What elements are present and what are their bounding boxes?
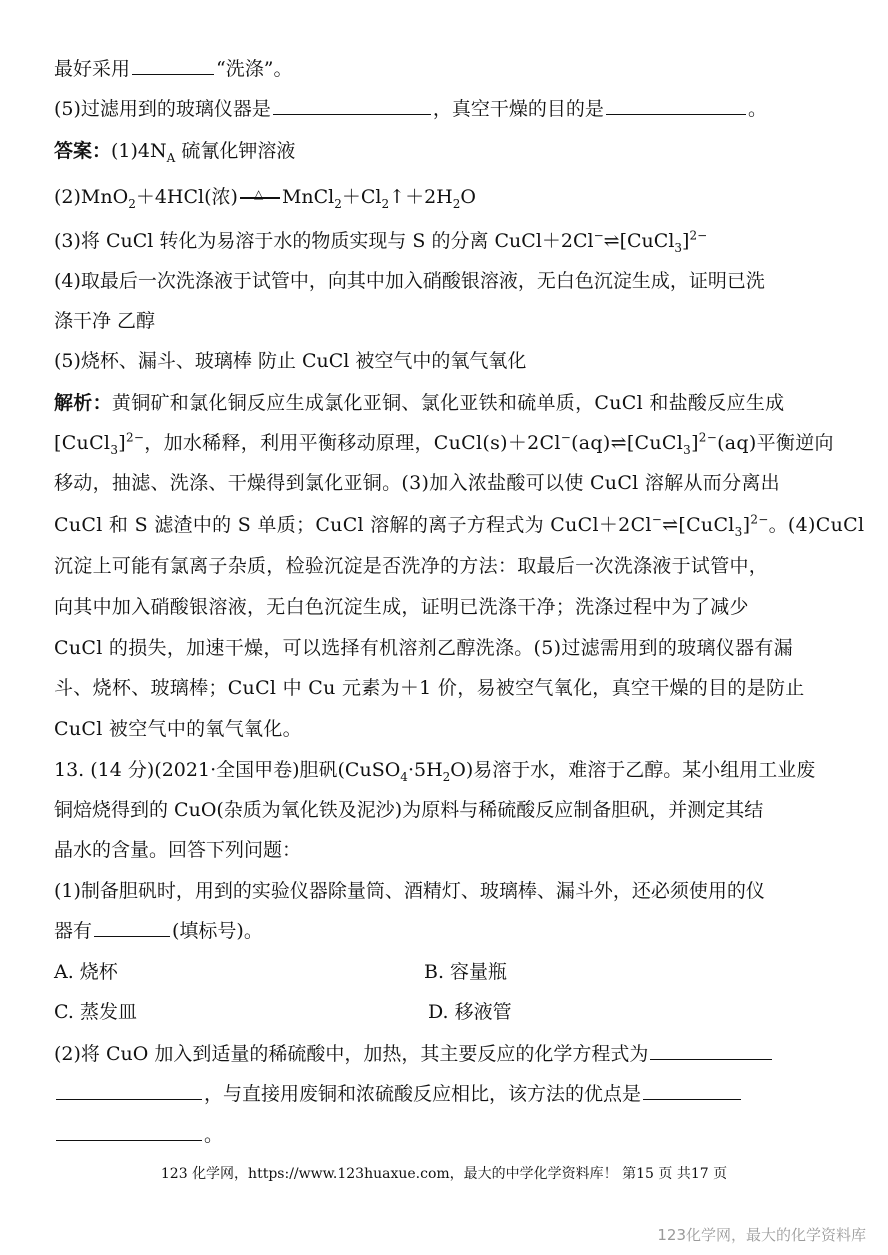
text: 最好采用 [54,58,131,80]
subscript: 3 [734,524,743,539]
text: (aq)⇌[CuCl [571,432,684,454]
text: (2)将 CuO 加入到适量的稀硫酸中，加热，其主要反应的化学方程式为 [54,1043,649,1065]
text: 。 [204,1124,224,1146]
answer-blank [56,1139,202,1141]
superscript: − [560,430,572,445]
text: CuCl 和 S 滤渣中的 S 单质；CuCl 溶解的离子方程式为 CuCl＋2Cl [54,514,652,536]
text: (1)4N [111,140,167,162]
text: ] [118,432,126,454]
answer-blank [132,73,214,75]
text: (aq)平衡逆向 [717,432,834,454]
text-line [54,1122,838,1148]
analysis-line: 沉淀上可能有氯离子杂质，检验沉淀是否洗净的方法：取最后一次洗涤液于试管中， [54,555,769,577]
text: 。 [747,98,767,120]
answer-blank [94,935,170,937]
subscript: A [166,150,176,165]
text: ·5H [407,759,443,781]
text-line: (4)取最后一次洗涤液于试管中，向其中加入硝酸银溶液，无白色沉淀生成，证明已洗 [54,270,765,292]
subscript: 2 [381,196,390,211]
text: (5)过滤用到的玻璃仪器是 [54,98,271,120]
text-line [54,1041,838,1067]
text: ] [682,230,690,252]
text-line: 铜焙烧得到的 CuO(杂质为氧化铁及泥沙)为原料与稀硫酸反应制备胆矾，并测定其结 [54,799,764,821]
answer-blank [56,1098,202,1100]
text: ＋Cl [341,186,382,208]
analysis-line: 移动，抽滤、洗涤、干燥得到氯化亚铜。(3)加入浓盐酸可以使 CuCl 溶解从而分离出 [54,472,780,494]
option-b: B. 容量瓶 [424,961,508,983]
watermark: 123化学网，最大的化学资料库 [657,1226,866,1244]
option-a: A. 烧杯 [54,961,118,983]
analysis-line [54,430,838,456]
subscript: 2 [334,196,342,211]
text: ⇌[CuCl [603,230,675,252]
text-line: 晶水的含量。回答下列问题： [54,839,302,861]
answer-blank [650,1058,772,1060]
superscript: 2− [698,430,718,445]
subscript: 4 [400,769,408,784]
answer-blank [606,113,746,115]
text: ＋4HCl(浓) [135,186,238,208]
text: O [460,186,476,208]
superscript: 2− [689,228,708,243]
analysis-line [54,390,838,416]
superscript: − [593,228,604,243]
question-13-title [54,757,838,783]
superscript: 2− [125,430,145,445]
superscript: 2− [750,512,769,527]
text: ⇌[CuCl [662,514,735,536]
answer-blank [643,1098,741,1100]
text: 器有 [54,920,93,942]
text: 13. (14 分)(2021·全国甲卷)胆矾(CuSO [54,759,401,781]
page-footer: 123 化学网，https://www.123huaxue.com，最大的中学化学资料库！ 第15 页 共17 页 [160,1166,728,1182]
subscript: 2 [128,196,136,211]
text: MnCl [281,186,335,208]
analysis-line: 向其中加入硝酸银溶液，无白色沉淀生成，证明已洗涤干净；洗涤过程中为了减少 [54,596,749,618]
text-line: 涤干净 乙醇 [54,310,156,332]
text: (3)将 CuCl 转化为易溶于水的物质实现与 S 的分离 CuCl＋2Cl [54,230,594,252]
text-line [54,56,838,82]
text-line [54,918,838,944]
text: (2)MnO [54,186,129,208]
text: ，真空干燥的目的是 [432,98,604,120]
text-line [54,96,838,122]
text: 黄铜矿和氯化铜反应生成氯化亚铜、氯化亚铁和硫单质，CuCl 和盐酸反应生成 [111,392,785,414]
equation-line [54,184,838,210]
text: 硫氰化钾溶液 [175,140,296,162]
text: ↑＋2H [389,186,453,208]
text: ，加水稀释，利用平衡移动原理，CuCl(s)＋2Cl [144,432,561,454]
option-c: C. 蒸发皿 [54,1001,137,1023]
text: (填标号)。 [172,920,263,942]
text: [CuCl [54,432,111,454]
text: ] [691,432,699,454]
subscript: 2 [442,769,451,784]
text: 。(4)CuCl [768,514,865,536]
analysis-line [54,512,865,539]
option-d: D. 移液管 [428,1001,512,1023]
text-line [54,228,838,254]
analysis-label: 解析： [54,392,112,414]
answer-blank [273,113,431,115]
subscript: 3 [683,442,692,457]
superscript: − [651,512,663,527]
analysis-line: CuCl 被空气中的氧气氧化。 [54,718,302,740]
analysis-line: 斗、烧杯、玻璃棒；CuCl 中 Cu 元素为＋1 价，易被空气氧化，真空干燥的目的是防止 [54,677,805,699]
text: “洗涤”。 [216,58,293,80]
subscript: 3 [674,240,683,255]
delta-mark: △ [253,187,264,201]
text-line: (1)制备胆矾时，用到的实验仪器除量筒、酒精灯、玻璃棒、漏斗外，还必须使用的仪 [54,880,765,902]
answer-label: 答案： [54,140,112,162]
text: O)易溶于水，难溶于乙醇。某小组用工业废 [450,759,816,781]
answer-line [54,138,838,164]
analysis-line: CuCl 的损失，加速干燥，可以选择有机溶剂乙醇洗涤。(5)过滤需用到的玻璃仪器有漏 [54,637,793,659]
subscript: 3 [110,442,119,457]
text: ，与直接用废铜和浓硫酸反应相比，该方法的优点是 [204,1083,642,1105]
text: ] [742,514,751,536]
subscript: 2 [452,196,461,211]
heating-equal-sign [240,187,280,201]
text-line: (5)烧杯、漏斗、玻璃棒 防止 CuCl 被空气中的氧气氧化 [54,350,527,372]
text-line [54,1081,838,1107]
